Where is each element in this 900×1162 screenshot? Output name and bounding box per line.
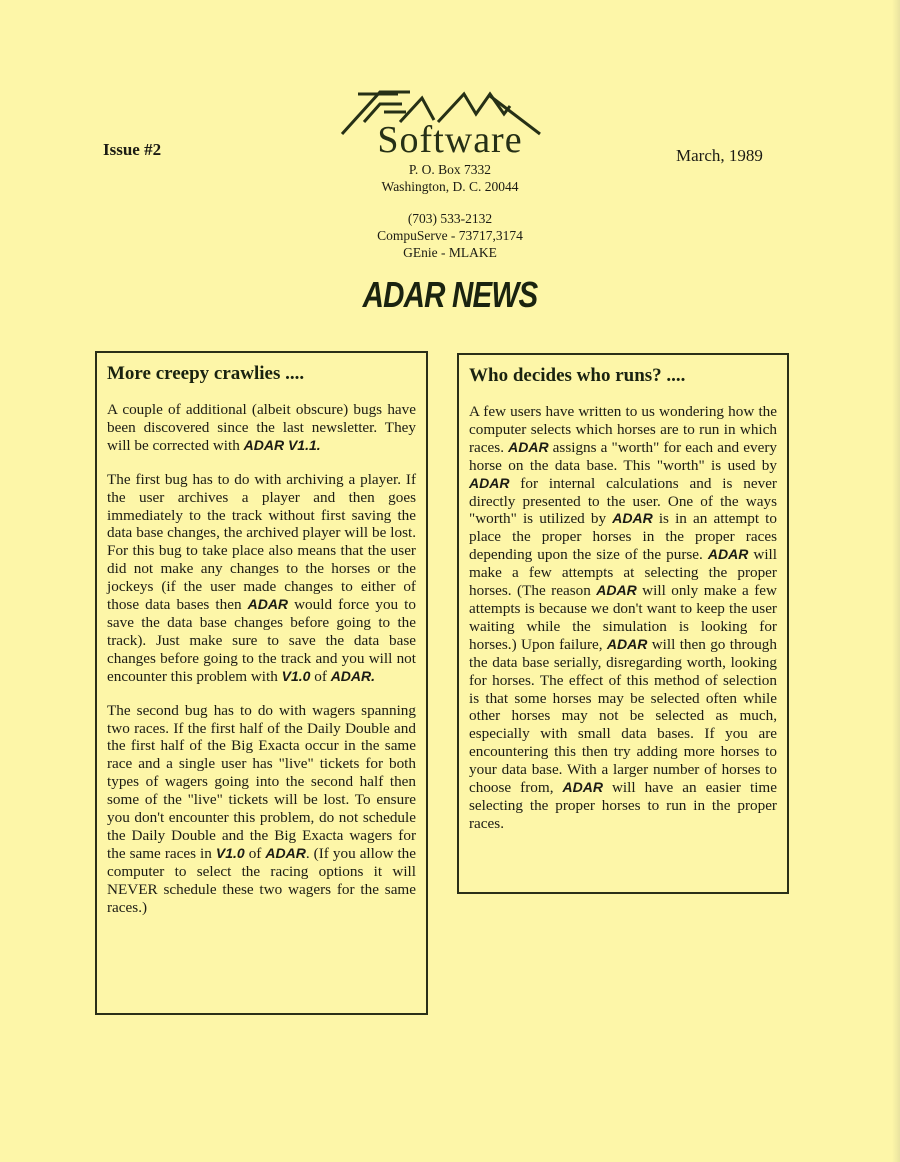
article-paragraph: The second bug has to do with wagers spanning two races. If the first half of the Daily Double and the first half of the Big Exacta occur in the same race and a single user has "live" tickets for both types of wagers going into the second half then some of the "live" tickets will be lost. To ensure you don't encounter this problem, do not schedule the Daily Double and the Big Exacta wagers for the same races in V1.0 of ADAR. (If you allow the computer to select the racing options it will NEVER schedule these two wagers for the same races.) <box>107 701 417 916</box>
article-title: Who decides who runs? .... <box>469 365 686 386</box>
issue-number: Issue #2 <box>103 140 162 159</box>
article-who-decides <box>457 353 789 894</box>
company-name: Software <box>377 119 523 161</box>
phone-number: (703) 533-2132 <box>407 211 493 226</box>
article-title: More creepy crawlies .... <box>107 363 305 384</box>
genie-id: GEnie - MLAKE <box>403 245 497 260</box>
article-paragraph: A few users have written to us wondering how the computer selects which horses are to run in which races. ADAR assigns a "worth" for each and every horse on the data base. This "worth" is used by ADAR for internal calculations and is never directly presented to the user. One of the ways "worth" is utilized by ADAR is in an attempt to place the proper horses in the proper races depending upon the size of the purse. ADAR will make a few attempts at selecting the proper horses. (The reason ADAR will only make a few attempts is because we don't want to keep the user waiting while the simulation is looking for horses.) Upon failure, ADAR will then go through the data base serially, disregarding worth, looking for horses. The effect of this method of selection is that some horses may be selected often while other horses may not be selected as much, especially with small data bases. If you are encountering this then try adding more horses to your data base. With a larger number of horses to choose from, ADAR will have an easier time selecting the proper horses to run in the proper races. <box>469 403 777 832</box>
address-line-2: Washington, D. C. 20044 <box>381 179 519 194</box>
article-creepy-crawlies <box>95 351 428 1015</box>
issue-date: March, 1989 <box>676 146 763 165</box>
article-paragraph: The first bug has to do with archiving a player. If the user archives a player and then goes immediately to the track without first saving the data base changes, the archived player will be lost. For this bug to take place also means that the user did not make any changes to the horses or the jockeys (if the user made changes to either of those data bases then ADAR would force you to save the data base changes before going to the track). Just make sure to save the data base changes before going to the track and you will not encounter this problem with V1.0 of ADAR. <box>107 470 416 685</box>
article-paragraph: A couple of additional (albeit obscure) bugs have been discovered since the last newsletter. They will be corrected with ADAR V1.1. <box>107 401 416 454</box>
compuserve-id: CompuServe - 73717,3174 <box>377 228 523 243</box>
newsletter-masthead: ADAR NEWS <box>362 274 538 315</box>
address-line-1: P. O. Box 7332 <box>408 162 492 177</box>
